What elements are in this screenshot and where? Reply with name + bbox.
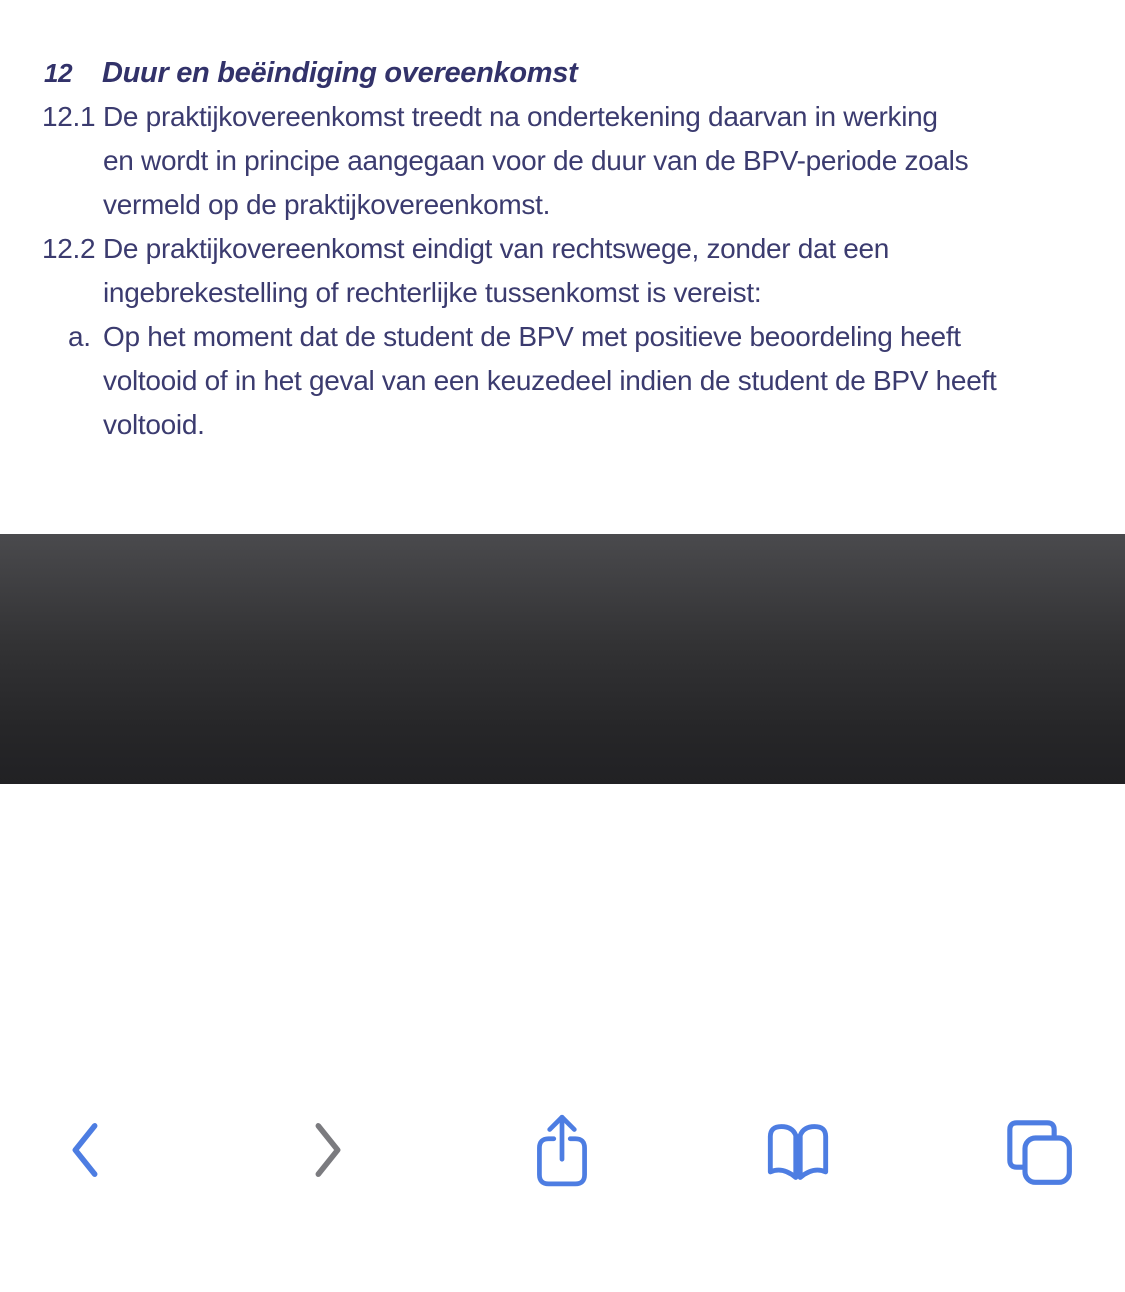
clause-number: 12.2 (42, 233, 96, 264)
clause-text (103, 227, 1125, 315)
section-heading (0, 51, 1125, 95)
tabs-button[interactable] (994, 1107, 1084, 1197)
chevron-right-icon (310, 1121, 346, 1179)
text-line: ingebrekestelling of rechterlijke tussenkomst is vereist: (103, 277, 762, 308)
text-line: voltooid. (103, 409, 205, 440)
clause-letter: a. (68, 321, 91, 352)
text-line: De praktijkovereenkomst eindigt van rechtswege, zonder dat een (103, 233, 890, 264)
clause-number: 12.1 (42, 101, 96, 132)
clause-12-2 (0, 227, 1125, 315)
section-title: Duur en beëindiging overeenkomst (102, 57, 578, 89)
text-line: De praktijkovereenkomst treedt na ondertekening daarvan in werking (103, 101, 938, 132)
text-line: en wordt in principe aangegaan voor de duur van de BPV-periode zoals (103, 145, 969, 176)
document-page (0, 0, 1125, 534)
chevron-left-icon (67, 1121, 103, 1179)
book-icon (762, 1121, 834, 1183)
clause-12-2-a (0, 315, 1125, 447)
clause-text (103, 315, 1125, 447)
clause-12-1 (0, 95, 1125, 227)
share-icon (531, 1110, 593, 1188)
text-line: Op het moment dat de student de BPV met positieve beoordeling heeft (103, 321, 961, 352)
share-button[interactable] (517, 1104, 607, 1194)
home-indicator[interactable] (362, 1279, 762, 1292)
back-button[interactable] (40, 1105, 130, 1195)
forward-button[interactable] (283, 1105, 373, 1195)
text-line: voltooid of in het geval van een keuzedeel indien de student de BPV heeft (103, 365, 997, 396)
tabs-icon (1004, 1117, 1074, 1187)
section-number: 12 (44, 58, 73, 88)
text-line: vermeld op de praktijkovereenkomst. (103, 189, 551, 220)
clause-text (103, 95, 1125, 227)
browser-toolbar (0, 534, 1125, 784)
bookmarks-button[interactable] (753, 1107, 843, 1197)
